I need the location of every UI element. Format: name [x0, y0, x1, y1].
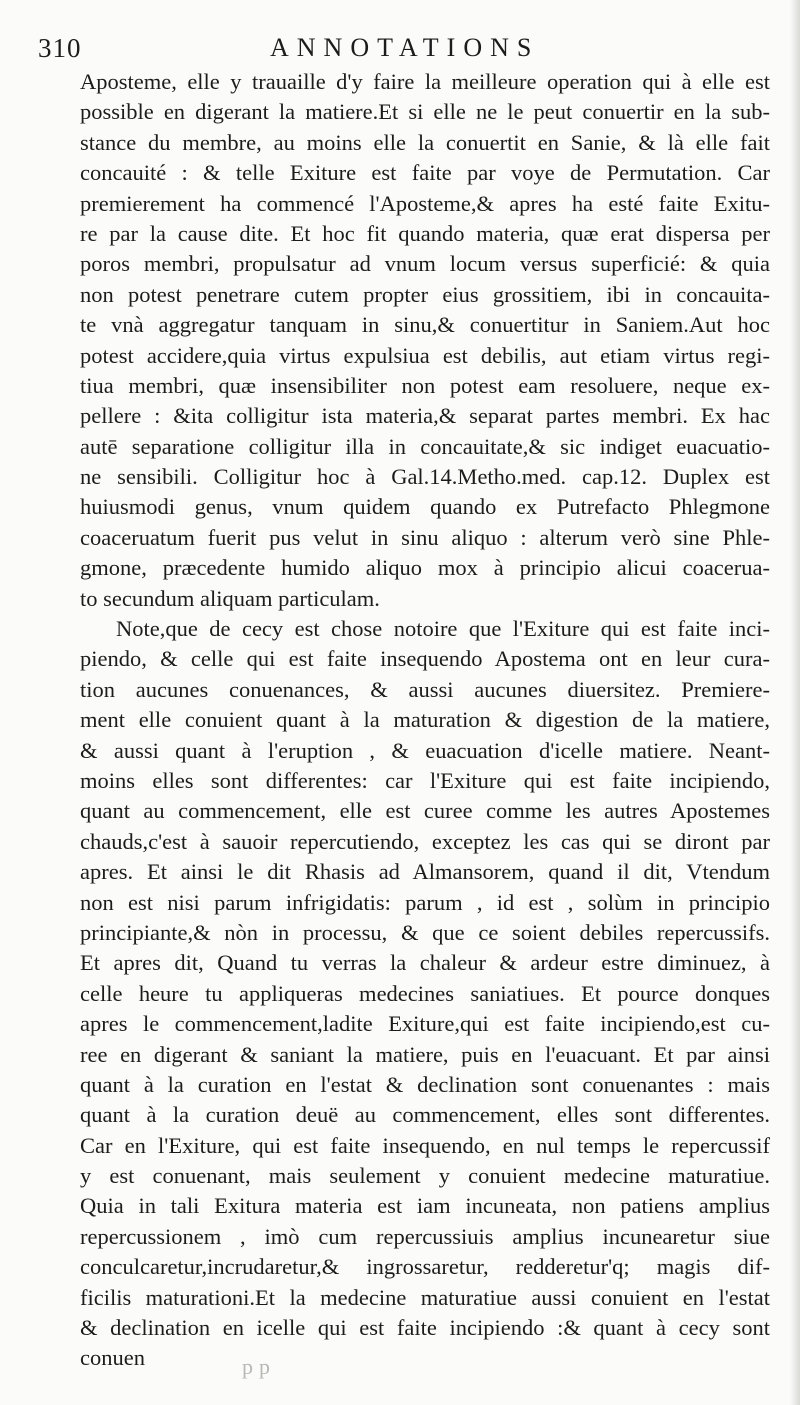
text-line: stance du membre, au moins elle la conuertit en Sanie, & là elle fait [80, 129, 770, 155]
text-line: possible en digerant la matiere.Et si elle ne le peut conuertir en la sub- [80, 99, 770, 125]
text-line: quant à la curation en l'estat & declination sont conuenantes : mais [80, 1071, 770, 1097]
text-line: conuen [80, 1345, 145, 1371]
paragraph [80, 614, 770, 1374]
page-number: 310 [38, 33, 82, 63]
text-line: y est conuenant, mais seulement y conuient medecine maturatiue. [80, 1163, 770, 1189]
running-head: ANNOTATIONS [270, 33, 540, 62]
text-line: te vnà aggregatur tanquam in sinu,& conuertitur in Saniem.Aut hoc [80, 312, 770, 338]
text-line: pellere : &ita colligitur ista materia,& separat partes membri. Ex hac [80, 403, 770, 429]
text-line: premierement ha commencé l'Aposteme,& apres ha esté faite Exitu- [80, 190, 770, 216]
text-line: piendo, & celle qui est faite insequendo Apostema ont en leur cura- [80, 646, 770, 672]
page-header [38, 30, 768, 66]
text-line: apres. Et ainsi le dit Rhasis ad Almansorem, quand il dit, Vtendum [80, 859, 770, 885]
text-line: & aussi quant à l'eruption , & euacuation d'icelle matiere. Neant- [80, 737, 770, 763]
text-line: ree en digerant & saniant la matiere, puis en l'euacuant. Et par ainsi [80, 1041, 770, 1067]
text-line: quant à la curation deuë au commencement, elles sont differentes. [80, 1102, 770, 1128]
page-edge-shadow [790, 0, 800, 1405]
text-line: coaceruatum fuerit pus velut in sinu aliquo : alterum verò sine Phle- [80, 524, 770, 550]
text-line: ment elle conuient quant à la maturation & digestion de la matiere, [80, 707, 770, 733]
text-line: principiante,& nòn in processu, & que ce soient debiles repercussifs. [80, 919, 770, 945]
text-line: repercussionem , imò cum repercussiuis amplius incunearetur siue [80, 1223, 770, 1249]
text-line: conculcaretur,incrudaretur,& ingrossaretur, redderetur'q; magis dif- [80, 1254, 770, 1280]
page-footer [92, 1352, 392, 1382]
text-line: non est nisi parum infrigidatis: parum , id est , solùm in principio [80, 889, 770, 915]
text-line: ficilis maturationi.Et la medecine maturatiue aussi conuient en l'estat [80, 1284, 770, 1310]
text-line: potest accidere,quia virtus expulsiua est debilis, aut etiam virtus regi- [80, 342, 770, 368]
text-line: quant au commencement, elle est curee comme les autres Apostemes [80, 798, 770, 824]
text-line: celle heure tu appliqueras medecines saniatiues. Et pource donques [80, 980, 770, 1006]
text-line: Aposteme, elle y trauaille d'y faire la meilleure operation qui à elle est [80, 69, 770, 94]
text-line: moins elles sont differentes: car l'Exiture qui est faite incipiendo, [80, 767, 770, 793]
text-line: re par la cause dite. Et hoc fit quando materia, quæ erat dispersa per [80, 220, 770, 246]
text-line: Quia in tali Exitura materia est iam incuneata, non patiens amplius [80, 1193, 770, 1219]
text-line: Note,que de cecy est chose notoire que l'Exiture qui est faite inci- [116, 616, 770, 642]
signature-mark: pp [242, 1354, 276, 1379]
text-line: Car en l'Exiture, qui est faite insequendo, en nul temps le repercussif [80, 1132, 770, 1158]
text-line: huiusmodi genus, vnum quidem quando ex Putrefacto Phlegmone [80, 494, 770, 520]
text-line: & declination en icelle qui est faite incipiendo :& quant à cecy sont [80, 1315, 770, 1341]
text-line: non potest penetrare cutem propter eius grossitiem, ibi in concauita- [80, 281, 770, 307]
text-line: poros membri, propulsatur ad vnum locum versus superficié: & quia [80, 251, 770, 277]
text-line: autē separatione colligitur illa in concauitate,& sic indiget euacuatio- [80, 433, 770, 459]
text-line: concauité : & telle Exiture est faite par voye de Permutation. Car [80, 160, 770, 186]
text-line: gmone, præcedente humido aliquo mox à principio alicui coaceruа- [80, 555, 770, 581]
text-line: Et apres dit, Quand tu verras la chaleur & ardeur estre diminuez, à [80, 950, 770, 976]
text-line: tiua membri, quæ insensibiliter non potest eam resoluere, neque ex- [80, 372, 770, 398]
text-line: apres le commencement,ladite Exiture,qui est faite incipiendo,est cu- [80, 1011, 770, 1037]
text-line: ne sensibili. Colligitur hoc à Gal.14.Metho.med. cap.12. Duplex est [80, 464, 770, 490]
text-line: to secundum aliquam particulam. [80, 585, 380, 611]
paragraph [80, 67, 770, 614]
text-line: tion aucunes conuenances, & aussi aucunes diuersitez. Premiere- [80, 676, 770, 702]
body-text [80, 67, 770, 1374]
text-line: chauds,c'est à sauoir repercutiendo, exceptez les cas qui se diront par [80, 828, 770, 854]
